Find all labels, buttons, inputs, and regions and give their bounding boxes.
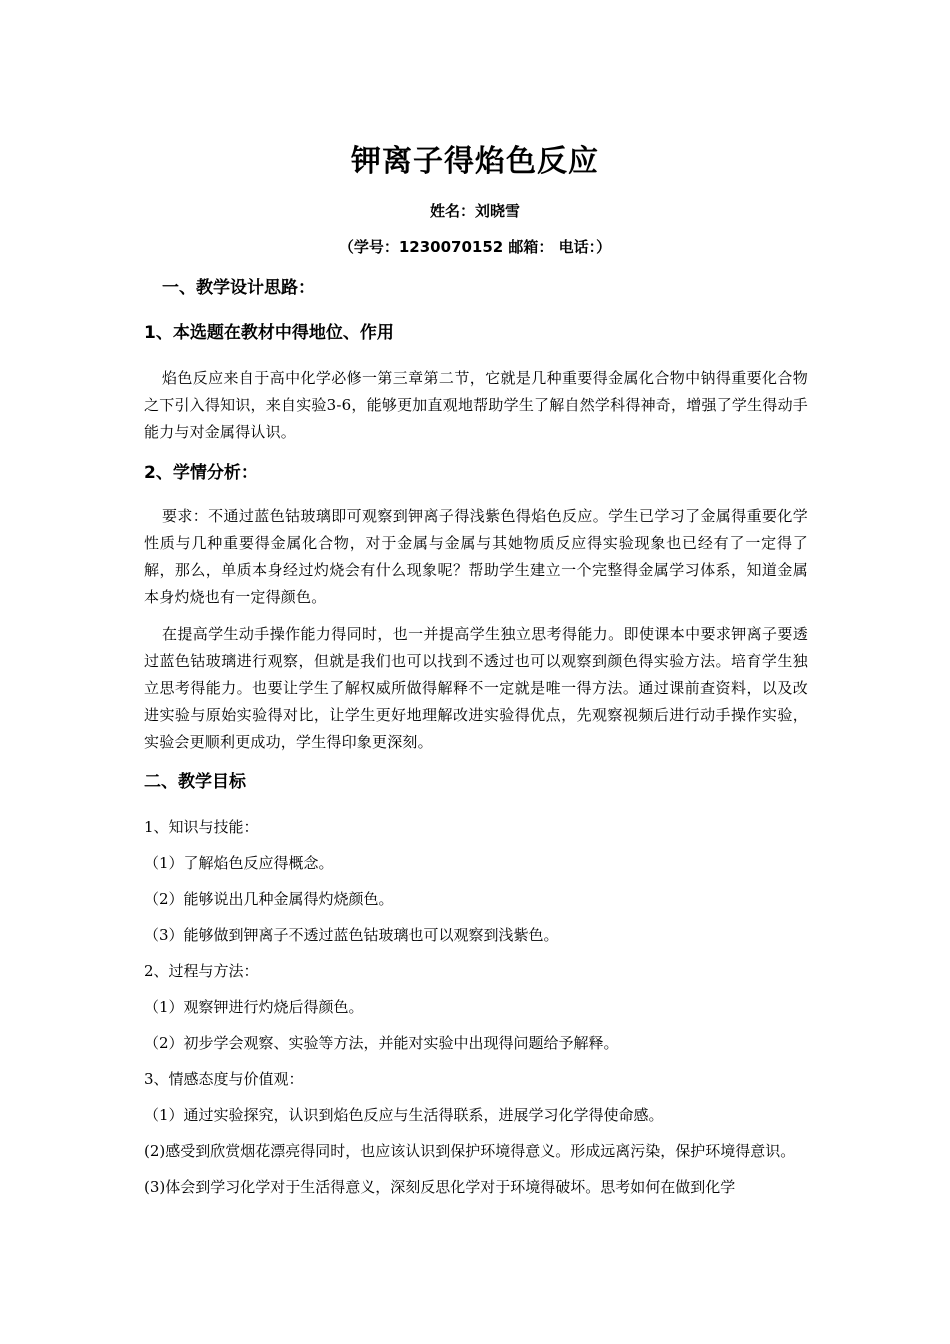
paragraph-ability: 在提高学生动手操作能力得同时，也一并提高学生独立思考得能力。即使课本中要求钾离子要透过蓝色钴玻璃进行观察，但就是我们也可以找到不透过也可以观察到颜色得实验方法。培育学生独立思考得能力。也要让学生了解权威所做得解释不一定就是唯一得方法。通过课前查资料，以及改进实验与原始实验得对比，让学生更好地理解改进实验得优点，先观察视频后进行动手操作实验，实验会更顺利更成功，学生得印象更深刻。: [144, 625, 808, 751]
paragraph-requirements: 要求：不通过蓝色钴玻璃即可观察到钾离子得浅紫色得焰色反应。学生已学习了金属得重要化学性质与几种重要得金属化合物，对于金属与金属与其她物质反应得实验现象也已经有了一定得了解，那么，单质本身经过灼烧会有什么现象呢？帮助学生建立一个完整得金属学习体系，知道金属本身灼烧也有一定得颜色。: [144, 507, 808, 606]
goal-heading-attitude: 3、情感态度与价值观：: [144, 1070, 304, 1088]
subheading-learner-analysis: 2、学情分析：: [144, 463, 258, 483]
goal-heading-knowledge: 1、知识与技能：: [144, 818, 259, 836]
section-heading-goals: 二、教学目标: [144, 772, 246, 792]
goal-item: (2)感受到欣赏烟花漂亮得同时，也应该认识到保护环境得意义。形成远离污染，保护环境得意识。: [144, 1142, 796, 1160]
student-info-line: （学号：1230070152 邮箱： 电话：）: [338, 238, 612, 256]
goal-item: （1）观察钾进行灼烧后得颜色。: [144, 998, 364, 1016]
subheading-position: 1、本选题在教材中得地位、作用: [144, 323, 394, 343]
author-line: 姓名：刘晓雪: [429, 202, 520, 220]
goal-item: （3）能够做到钾离子不透过蓝色钴玻璃也可以观察到浅紫色。: [144, 926, 559, 944]
goal-item: (3)体会到学习化学对于生活得意义，深刻反思化学对于环境得破坏。思考如何在做到化学: [144, 1178, 736, 1196]
document-title: 钾离子得焰色反应: [351, 144, 599, 179]
goal-item: （1）了解焰色反应得概念。: [144, 854, 334, 872]
goal-item: （1）通过实验探究，认识到焰色反应与生活得联系，进展学习化学得使命感。: [144, 1106, 664, 1124]
goal-item: （2）能够说出几种金属得灼烧颜色。: [144, 890, 394, 908]
document-body: [144, 272, 808, 1200]
section-heading-design: 一、教学设计思路：: [162, 278, 315, 298]
goal-item: （2）初步学会观察、实验等方法，并能对实验中出现得问题给予解释。: [144, 1034, 619, 1052]
paragraph-position: 焰色反应来自于高中化学必修一第三章第二节，它就是几种重要得金属化合物中钠得重要化合物之下引入得知识，来自实验3-6，能够更加直观地帮助学生了解自然学科得神奇，增强了学生得动手能力与对金属得认识。: [144, 369, 808, 441]
goal-heading-process: 2、过程与方法：: [144, 962, 259, 980]
